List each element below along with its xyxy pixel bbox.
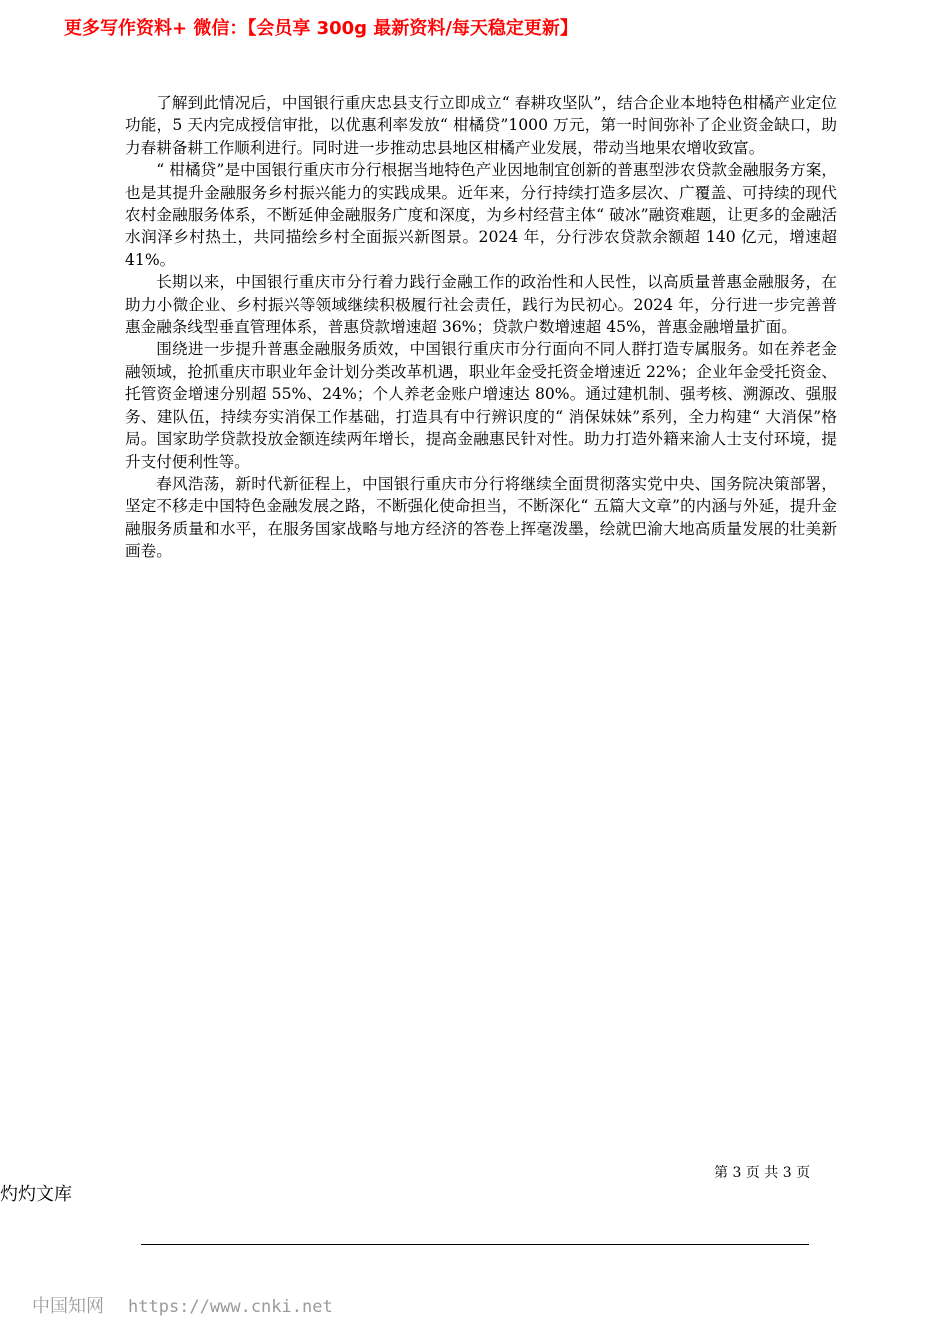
watermark-name: 中国知网 — [32, 1296, 104, 1317]
watermark-url[interactable]: https://www.cnki.net — [128, 1297, 333, 1317]
promo-banner: 更多写作资料+ 微信：【会员享 300g 最新资料/每天稳定更新】 — [64, 18, 578, 39]
footer-divider — [141, 1244, 809, 1245]
article-paragraph: 了解到此情况后，中国银行重庆忠县支行立即成立“ 春耕攻坚队”，结合企业本地特色柑橘产业定位功能，5 天内完成授信审批，以优惠利率发放“ 柑橘贷”1000 万元，第一时间弥补了企业资金缺口，助力春耕备耕工作顺利进行。同时进一步推动忠县地区柑橘产业发展，带动当地果农增收致富。 — [125, 94, 837, 157]
article-paragraph: 长期以来，中国银行重庆市分行着力践行金融工作的政治性和人民性，以高质量普惠金融服务，在助力小微企业、乡村振兴等领域继续积极履行社会责任，践行为民初心。2024 年，分行进一步完善普惠金融条线型垂直管理体系，普惠贷款增速超 36%；贷款户数增速超 45%，普惠金融增量扩面。 — [125, 273, 837, 337]
article-paragraph: 春风浩荡，新时代新征程上，中国银行重庆市分行将继续全面贯彻落实党中央、国务院决策部署，坚定不移走中国特色金融发展之路，不断强化使命担当，不断深化“ 五篇大文章”的内涵与外延，提升金融服务质量和水平，在服务国家战略与地方经济的答卷上挥毫泼墨，绘就巴渝大地高质量发展的壮美新画卷。 — [125, 474, 837, 561]
page-number: 第 3 页 共 3 页 — [714, 1165, 811, 1181]
article-paragraph: “ 柑橘贷”是中国银行重庆市分行根据当地特色产业因地制宜创新的普惠型涉农贷款金融服务方案，也是其提升金融服务乡村振兴能力的实践成果。近年来，分行持续打造多层次、广覆盖、可持续的现代农村金融服务体系，不断延伸金融服务广度和深度，为乡村经营主体“ 破冰”融资难题，让更多的金融活水润泽乡村热土，共同描绘乡村全面振兴新图景。2024 年，分行涉农贷款余额超 140 亿元，增速超 41%。 — [125, 161, 837, 269]
source-label: 灼灼文库 — [0, 1184, 72, 1205]
article-paragraph: 围绕进一步提升普惠金融服务质效，中国银行重庆市分行面向不同人群打造专属服务。如在养老金融领域，抢抓重庆市职业年金计划分类改革机遇，职业年金受托资金增速近 22%；企业年金受托资金、托管资金增速分别超 55%、24%；个人养老金账户增速达 80%。通过建机制、强考核、溯源改、强服务、建队伍，持续夯实消保工作基础，打造具有中行辨识度的“ 消保妹妹”系列，全力构建“ 大消保”格局。国家助学贷款投放金额连续两年增长，提高金融惠民针对性。助力打造外籍来渝人士支付环境，提升支付便利性等。 — [125, 340, 837, 471]
cnki-watermark — [32, 1292, 333, 1318]
article-body — [125, 92, 837, 563]
